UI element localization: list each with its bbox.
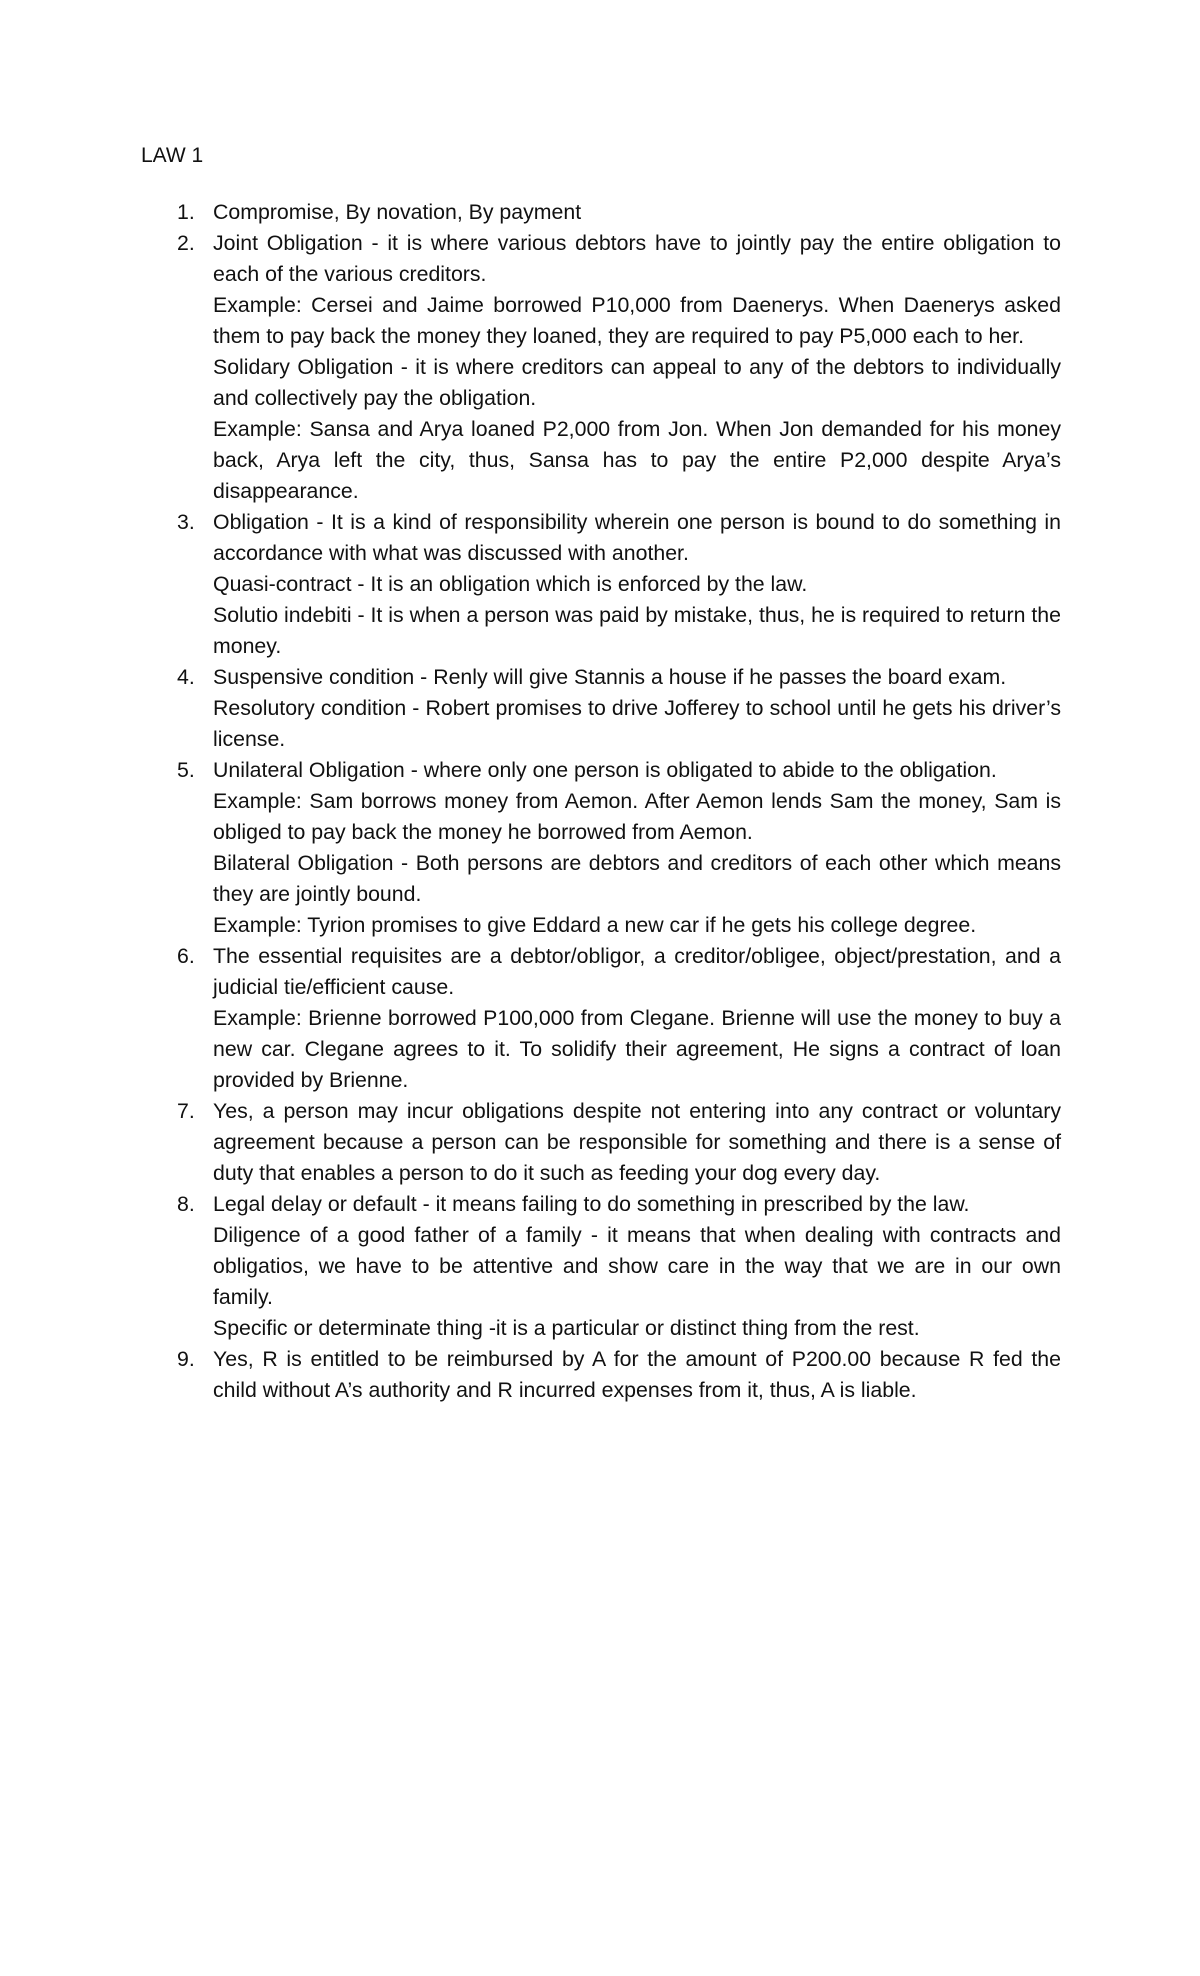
answer-paragraph: The essential requisites are a debtor/obligor, a creditor/obligee, object/prestation, and a judicial tie/efficient cause. <box>213 944 1061 999</box>
item-number: 8. <box>177 1192 195 1216</box>
answer-item-3 <box>141 507 1061 662</box>
answer-item-5 <box>141 755 1061 941</box>
answer-paragraph: Joint Obligation - it is where various debtors have to jointly pay the entire obligation to each of the various creditors. <box>213 231 1061 286</box>
answer-paragraph: Quasi-contract - It is an obligation which is enforced by the law. <box>213 572 808 596</box>
answer-item-6 <box>141 941 1061 1096</box>
example-paragraph: Example: Brienne borrowed P100,000 from Clegane. Brienne will use the money to buy a new car. Clegane agrees to it. To solidify their agreement, He signs a contract of loan provided by Brienne. <box>213 1006 1061 1092</box>
item-number: 3. <box>177 510 195 534</box>
example-paragraph: Example: Tyrion promises to give Eddard a new car if he gets his college degree. <box>213 913 977 937</box>
item-number: 9. <box>177 1347 195 1371</box>
answer-paragraph: Solidary Obligation - it is where creditors can appeal to any of the debtors to individually and collectively pay the obligation. <box>213 355 1061 410</box>
item-number: 4. <box>177 665 195 689</box>
item-number: 7. <box>177 1099 195 1123</box>
answer-paragraph: Suspensive condition - Renly will give Stannis a house if he passes the board exam. <box>213 665 1007 689</box>
answer-paragraph: Resolutory condition - Robert promises to drive Jofferey to school until he gets his driver’s license. <box>213 696 1061 751</box>
item-number: 6. <box>177 944 195 968</box>
item-number: 1. <box>177 200 195 224</box>
answer-item-9 <box>141 1344 1061 1406</box>
item-number: 2. <box>177 231 195 255</box>
answer-paragraph: Bilateral Obligation - Both persons are debtors and creditors of each other which means they are jointly bound. <box>213 851 1061 906</box>
answer-paragraph: Unilateral Obligation - where only one person is obligated to abide to the obligation. <box>213 758 997 782</box>
answer-paragraph: Compromise, By novation, By payment <box>213 200 582 224</box>
answer-item-4 <box>141 662 1061 755</box>
answer-paragraph: Solutio indebiti - It is when a person was paid by mistake, thus, he is required to return the money. <box>213 603 1061 658</box>
document-title: LAW 1 <box>141 144 204 167</box>
answer-paragraph: Specific or determinate thing -it is a particular or distinct thing from the rest. <box>213 1316 920 1340</box>
answer-item-7 <box>141 1096 1061 1189</box>
example-paragraph: Example: Sam borrows money from Aemon. After Aemon lends Sam the money, Sam is obliged to pay back the money he borrowed from Aemon. <box>213 789 1061 844</box>
answer-item-8 <box>141 1189 1061 1344</box>
example-paragraph: Example: Sansa and Arya loaned P2,000 from Jon. When Jon demanded for his money back, Arya left the city, thus, Sansa has to pay the entire P2,000 despite Arya’s disappearance. <box>213 417 1061 503</box>
answer-list <box>141 197 1061 1406</box>
answer-paragraph: Obligation - It is a kind of responsibility wherein one person is bound to do something in accordance with what was discussed with another. <box>213 510 1061 565</box>
example-paragraph: Example: Cersei and Jaime borrowed P10,000 from Daenerys. When Daenerys asked them to pay back the money they loaned, they are required to pay P5,000 each to her. <box>213 293 1061 348</box>
answer-paragraph: Yes, R is entitled to be reimbursed by A for the amount of P200.00 because R fed the child without A’s authority and R incurred expenses from it, thus, A is liable. <box>213 1347 1061 1402</box>
item-number: 5. <box>177 758 195 782</box>
answer-paragraph: Yes, a person may incur obligations despite not entering into any contract or voluntary agreement because a person can be responsible for something and there is a sense of duty that enables a person to do it such as feeding your dog every day. <box>213 1099 1061 1185</box>
answer-item-1 <box>141 197 1061 228</box>
answer-item-2 <box>141 228 1061 507</box>
answer-paragraph: Legal delay or default - it means failing to do something in prescribed by the law. <box>213 1192 970 1216</box>
answer-paragraph: Diligence of a good father of a family - it means that when dealing with contracts and obligatios, we have to be attentive and show care in the way that we are in our own family. <box>213 1223 1061 1309</box>
